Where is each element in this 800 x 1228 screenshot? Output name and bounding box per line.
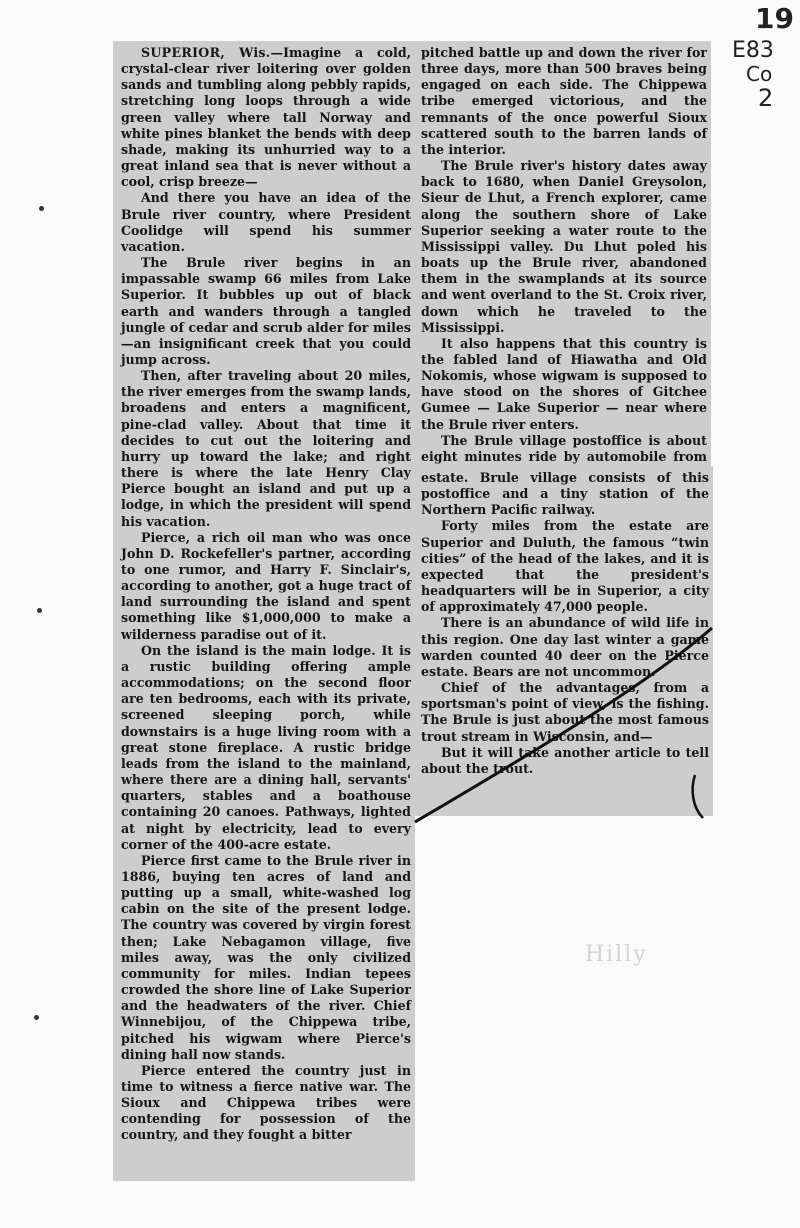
article-paragraph: There is an abundance of wild life in this region. One day last winter a game warden counted 40 deer on the Pierce estate. Bears are not uncommon.	[421, 615, 709, 679]
article-paragraph: estate. Brule village consists of this postoffice and a tiny station of the Northern Pacific railway.	[421, 470, 709, 518]
article-paragraph	[121, 45, 411, 190]
article-paragraph: Forty miles from the estate are Superior and Duluth, the famous “twin cities” of the head of the lakes, and it is expected that the president's headquarters will be in Superior, a city of approximately 47,000 people.	[421, 518, 709, 615]
article-dateline: SUPERIOR, Wis.	[141, 45, 271, 60]
handwritten-code-line2: Co	[746, 62, 773, 86]
article-column-2-top	[415, 41, 711, 466]
punch-hole-mark	[34, 1015, 39, 1020]
article-paragraph: Then, after traveling about 20 miles, the river emerges from the swamp lands, broadens and enters a magnificent, pine-clad valley. About that time it decides to cut out the loitering and hurry up toward the lake; and right there is where the late Henry Clay Pierce bought an island and put up a lodge, in which the president will spend his vacation.	[121, 368, 411, 529]
article-paragraph: The Brule river begins in an impassable swamp 66 miles from Lake Superior. It bubbles up out of black earth and wanders through a tangled jungle of cedar and scrub alder for miles—an insignificant creek that you could jump across.	[121, 255, 411, 367]
article-column-2-bottom	[415, 466, 713, 816]
article-paragraph: On the island is the main lodge. It is a rustic building offering ample accommodations; on the second floor are ten bedrooms, each with its private, screened sleeping porch, while downstairs is a huge living room with a great stone fireplace. A rustic bridge leads from the island to the mainland, where there are a dining hall, servants' quarters, stables and a boathouse containing 20 canoes. Pathways, lighted at night by electricity, lead to every corner of the 400-acre estate.	[121, 642, 411, 852]
article-paragraph: But it will take another article to tell about the trout.	[421, 744, 709, 776]
handwritten-code-line1: E83	[732, 38, 774, 63]
article-paragraph: Pierce entered the country just in time to witness a fierce native war. The Sioux and Chippewa tribes were contending for possession of the country, and they fought a bitter	[121, 1062, 411, 1143]
article-paragraph: pitched battle up and down the river for three days, more than 500 braves being engaged on each side. The Chippewa tribe emerged victorious, and the remnants of the once powerful Sioux scattered south to the barren lands of the interior.	[421, 45, 707, 157]
article-paragraph: Pierce, a rich oil man who was once John D. Rockefeller's partner, according to one rumor, and Harry F. Sinclair's, according to another, got a huge tract of land surrounding the island and spent something like $1,000,000 to make a wilderness paradise out of it.	[121, 529, 411, 642]
article-paragraph: Pierce first came to the Brule river in 1886, buying ten acres of land and putting up a small, white-washed log cabin on the site of the present lodge. The country was covered by virgin forest then; Lake Nebagamon village, five miles away, was the only civilized community for miles. Indian tepees crowded the shore line of Lake Superior and the headwaters of the river. Chief Winnebijou, of the Chippewa tribe, pitched his wigwam where Pierce's dining hall now stands.	[121, 852, 411, 1062]
punch-hole-mark	[37, 608, 42, 613]
faint-stamp-mark: Hilly	[585, 942, 648, 967]
article-paragraph: The Brule village postoffice is about eight minutes ride by automobile from	[421, 432, 707, 464]
handwritten-page-number: 19	[755, 2, 794, 35]
article-paragraph: The Brule river's history dates away back to 1680, when Daniel Greysolon, Sieur de Lhut, a French explorer, came along the southern shore of Lake Superior seeking a water route to the Mississippi valley. Du Lhut poled his boats up the Brule river, abandoned them in the swamplands at its source and went overland to the St. Croix river, down which he traveled to the Mississippi.	[421, 158, 707, 335]
article-paragraph: And there you have an idea of the Brule river country, where President Coolidge will spend his summer vacation.	[121, 190, 411, 254]
article-column-1	[113, 41, 415, 1181]
handwritten-code-line3: 2	[758, 84, 774, 112]
article-paragraph: It also happens that this country is the fabled land of Hiawatha and Old Nokomis, whose wigwam is supposed to have stood on the shores of Gitchee Gumee — Lake Superior — near where the Brule river enters.	[421, 335, 707, 432]
article-lead-text: —Imagine a cold, crystal-clear river loitering over golden sands and tumbling along pebbly rapids, stretching long loops through a wide green valley where tall Norway and white pines blanket the bends with deep shade, making its unhurried way to a great inland sea that is never without a cool, crisp breeze—	[121, 45, 412, 190]
punch-hole-mark	[39, 206, 44, 211]
article-paragraph: Chief of the advantages, from a sportsman's point of view, is the fishing. The Brule is just about the most famous trout stream in Wisconsin, and—	[421, 680, 709, 744]
